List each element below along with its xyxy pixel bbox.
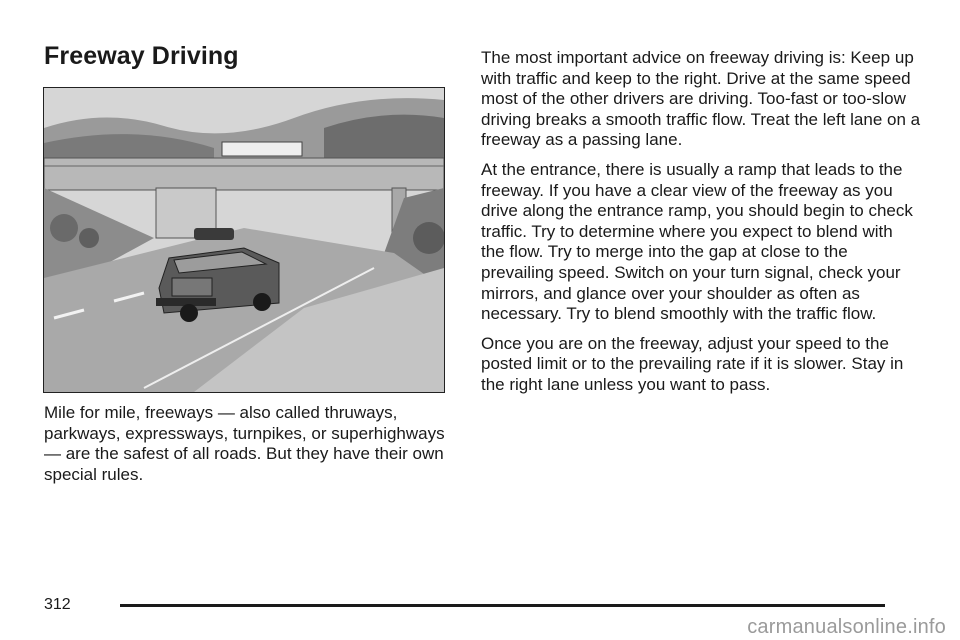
left-column-text bbox=[44, 403, 452, 494]
distant-car bbox=[194, 228, 234, 240]
right-column-text bbox=[481, 48, 921, 405]
page-number: 312 bbox=[44, 596, 71, 613]
shrub bbox=[413, 222, 444, 254]
footer-rule bbox=[120, 604, 885, 607]
shrub bbox=[79, 228, 99, 248]
freeway-illustration bbox=[43, 87, 445, 393]
freeway-scene-image bbox=[44, 88, 444, 392]
body-paragraph-1: The most important advice on freeway driving is: Keep up with traffic and keep to the right. Drive at the same speed most of the other drivers are driving. Too-fast or too-slow driving breaks a smooth traffic flow. Treat the left lane on a freeway as a passing lane. bbox=[481, 48, 921, 150]
intro-paragraph: Mile for mile, freeways — also called thruways, parkways, expressways, turnpikes, or superhighways — are the safest of all roads. But they have their own special rules. bbox=[44, 403, 445, 484]
overhead-sign bbox=[222, 142, 302, 156]
overpass-deck bbox=[44, 158, 444, 190]
section-title: Freeway Driving bbox=[44, 42, 239, 70]
body-paragraph-3: Once you are on the freeway, adjust your speed to the posted limit or to the prevailing rate if it is slower. Stay in the right lane unless you want to pass. bbox=[481, 333, 904, 394]
shrub bbox=[50, 214, 78, 242]
watermark-text: carmanualsonline.info bbox=[747, 616, 946, 638]
body-paragraph-2: At the entrance, there is usually a ramp that leads to the freeway. If you have a clear view of the freeway as you drive along the entrance ramp, you should begin to check traffic. Try to determine where you expect to blend with the flow. Try to merge into the gap at close to the prevailing speed. Switch on your turn signal, check your mirrors, and glance over your shoulder as often as necessary. Try to blend smoothly with the traffic flow. bbox=[481, 159, 913, 324]
